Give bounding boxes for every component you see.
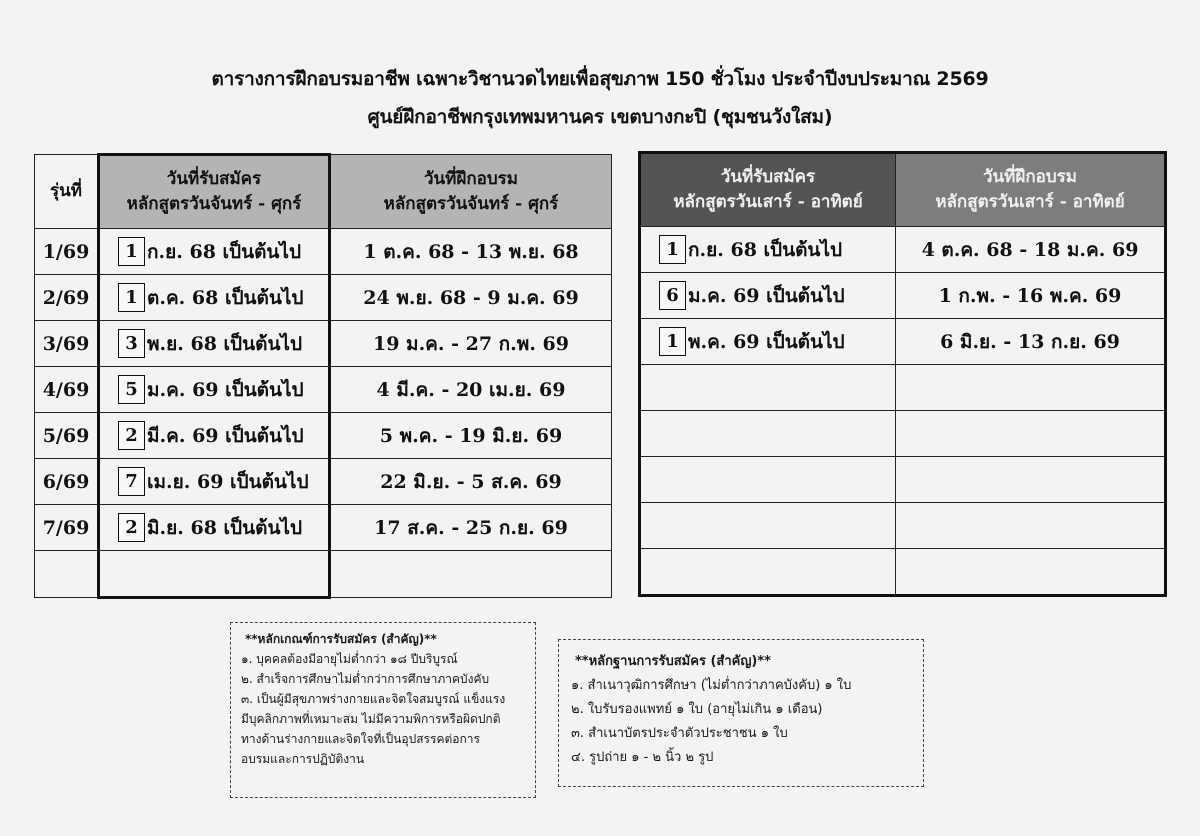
register-cell xyxy=(640,273,896,319)
criteria-note-box xyxy=(230,622,536,798)
table-row xyxy=(35,505,612,551)
header-line: วันที่ฝึกอบรม xyxy=(983,167,1077,187)
register-cell xyxy=(99,229,330,275)
training-cell: 1 ต.ค. 68 - 13 พ.ย. 68 xyxy=(330,229,612,275)
header-line: หลักสูตรวันเสาร์ - อาทิตย์ xyxy=(673,192,863,212)
register-text: พ.ค. 69 เป็นต้นไป xyxy=(688,330,845,353)
day-box: 3 xyxy=(118,329,145,358)
register-text: ก.ย. 68 เป็นต้นไป xyxy=(147,240,302,263)
training-cell: 1 ก.พ. - 16 พ.ค. 69 xyxy=(896,273,1166,319)
evidence-item: ๔. รูปถ่าย ๑ - ๒ นิ้ว ๒ รูป xyxy=(571,750,714,765)
register-text: มี.ค. 69 เป็นต้นไป xyxy=(147,424,304,447)
register-text: ม.ค. 69 เป็นต้นไป xyxy=(688,284,845,307)
evidence-title: **หลักฐานการรับสมัคร (สำคัญ)** xyxy=(575,654,771,669)
header-line: หลักสูตรวันจันทร์ - ศุกร์ xyxy=(383,193,559,214)
batch-cell: 7/69 xyxy=(35,505,99,551)
register-text: พ.ย. 68 เป็นต้นไป xyxy=(147,332,303,355)
register-cell xyxy=(640,549,896,596)
training-cell xyxy=(896,503,1166,549)
register-cell xyxy=(99,321,330,367)
header-line: วันที่รับสมัคร xyxy=(720,167,816,187)
header-weekday-register xyxy=(99,155,330,229)
header-line: หลักสูตรวันจันทร์ - ศุกร์ xyxy=(126,194,302,214)
register-cell xyxy=(99,413,330,459)
training-cell: 4 ต.ค. 68 - 18 ม.ค. 69 xyxy=(896,227,1166,273)
register-text: เม.ย. 69 เป็นต้นไป xyxy=(147,470,309,493)
register-cell xyxy=(640,227,896,273)
table-row-empty xyxy=(640,457,1166,503)
table-row-empty xyxy=(640,549,1166,596)
day-box: 7 xyxy=(118,467,145,496)
register-cell xyxy=(99,505,330,551)
day-box: 5 xyxy=(118,375,145,404)
batch-cell: 6/69 xyxy=(35,459,99,505)
day-box: 1 xyxy=(118,237,145,266)
day-box: 1 xyxy=(659,327,686,356)
batch-cell: 5/69 xyxy=(35,413,99,459)
register-cell xyxy=(99,551,330,598)
table-row xyxy=(35,459,612,505)
register-cell xyxy=(99,275,330,321)
register-cell xyxy=(640,457,896,503)
register-text: ต.ค. 68 เป็นต้นไป xyxy=(147,286,304,309)
header-line: วันที่ฝึกอบรม xyxy=(424,168,518,189)
table-row xyxy=(35,367,612,413)
criteria-item: ๓. เป็นผู้มีสุขภาพร่างกายและจิตใจสมบูรณ์ แข็งแรง xyxy=(241,692,506,706)
register-text: มิ.ย. 68 เป็นต้นไป xyxy=(147,516,303,539)
training-cell: 5 พ.ค. - 19 มิ.ย. 69 xyxy=(330,413,612,459)
day-box: 6 xyxy=(659,281,686,310)
training-cell xyxy=(896,411,1166,457)
page-title: ตารางการฝึกอบรมอาชีพ เฉพาะวิชานวดไทยเพื่อสุขภาพ 150 ชั่วโมง ประจำปีงบประมาณ 2569 xyxy=(211,68,989,90)
training-cell: 17 ส.ค. - 25 ก.ย. 69 xyxy=(330,505,612,551)
table-row xyxy=(640,273,1166,319)
header-line: วันที่รับสมัคร xyxy=(166,169,262,189)
training-cell xyxy=(896,365,1166,411)
day-box: 2 xyxy=(118,421,145,450)
training-cell: 6 มิ.ย. - 13 ก.ย. 69 xyxy=(896,319,1166,365)
table-row xyxy=(35,321,612,367)
batch-cell: 4/69 xyxy=(35,367,99,413)
table-row xyxy=(35,413,612,459)
header-weekend-training xyxy=(896,153,1166,227)
training-cell xyxy=(896,549,1166,596)
register-cell xyxy=(640,319,896,365)
evidence-item: ๓. สำเนาบัตรประจำตัวประชาชน ๑ ใบ xyxy=(571,726,788,741)
table-row-empty xyxy=(640,365,1166,411)
evidence-item: ๑. สำเนาวุฒิการศึกษา (ไม่ต่ำกว่าภาคบังคับ) ๑ ใบ xyxy=(571,678,852,693)
evidence-item: ๒. ใบรับรองแพทย์ ๑ ใบ (อายุไม่เกิน ๑ เดือน) xyxy=(571,702,823,717)
register-text: ก.ย. 68 เป็นต้นไป xyxy=(688,238,843,261)
table-row-empty xyxy=(35,551,612,598)
table-row-empty xyxy=(640,503,1166,549)
criteria-item: อบรมและการปฏิบัติงาน xyxy=(241,752,365,766)
training-cell: 4 มี.ค. - 20 เม.ย. 69 xyxy=(330,367,612,413)
table-row xyxy=(35,275,612,321)
criteria-item: ทางด้านร่างกายและจิตใจที่เป็นอุปสรรคต่อการ xyxy=(241,732,480,746)
table-row xyxy=(640,319,1166,365)
training-cell: 22 มิ.ย. - 5 ส.ค. 69 xyxy=(330,459,612,505)
batch-cell: 1/69 xyxy=(35,229,99,275)
day-box: 1 xyxy=(118,283,145,312)
register-cell xyxy=(640,411,896,457)
header-line: หลักสูตรวันเสาร์ - อาทิตย์ xyxy=(935,192,1125,212)
register-text: ม.ค. 69 เป็นต้นไป xyxy=(147,378,304,401)
header-weekend-register xyxy=(640,153,896,227)
register-cell xyxy=(99,459,330,505)
page-subtitle: ศูนย์ฝึกอาชีพกรุงเทพมหานคร เขตบางกะปิ (ชุมชนวังใสม) xyxy=(367,106,833,128)
register-cell xyxy=(99,367,330,413)
training-cell: 24 พ.ย. 68 - 9 ม.ค. 69 xyxy=(330,275,612,321)
register-cell xyxy=(640,365,896,411)
table-row xyxy=(640,227,1166,273)
weekday-schedule-table xyxy=(34,153,612,599)
batch-cell xyxy=(35,551,99,598)
table-row xyxy=(35,229,612,275)
batch-cell: 2/69 xyxy=(35,275,99,321)
register-cell xyxy=(640,503,896,549)
weekend-schedule-table xyxy=(638,151,1167,597)
evidence-note-box xyxy=(558,639,924,787)
training-cell: 19 ม.ค. - 27 ก.พ. 69 xyxy=(330,321,612,367)
criteria-title: **หลักเกณฑ์การรับสมัคร (สำคัญ)** xyxy=(245,632,437,646)
batch-cell: 3/69 xyxy=(35,321,99,367)
day-box: 1 xyxy=(659,235,686,264)
table-row-empty xyxy=(640,411,1166,457)
criteria-item: มีบุคลิกภาพที่เหมาะสม ไม่มีความพิการหรือผิดปกติ xyxy=(241,712,501,726)
criteria-item: ๒. สำเร็จการศึกษาไม่ต่ำกว่าการศึกษาภาคบังคับ xyxy=(241,672,490,686)
criteria-item: ๑. บุคคลต้องมีอายุไม่ต่ำกว่า ๑๘ ปีบริบูรณ์ xyxy=(241,652,458,666)
training-cell xyxy=(896,457,1166,503)
header-weekday-training xyxy=(330,155,612,229)
header-batch: รุ่นที่ xyxy=(35,155,99,229)
day-box: 2 xyxy=(118,513,145,542)
training-cell xyxy=(330,551,612,598)
